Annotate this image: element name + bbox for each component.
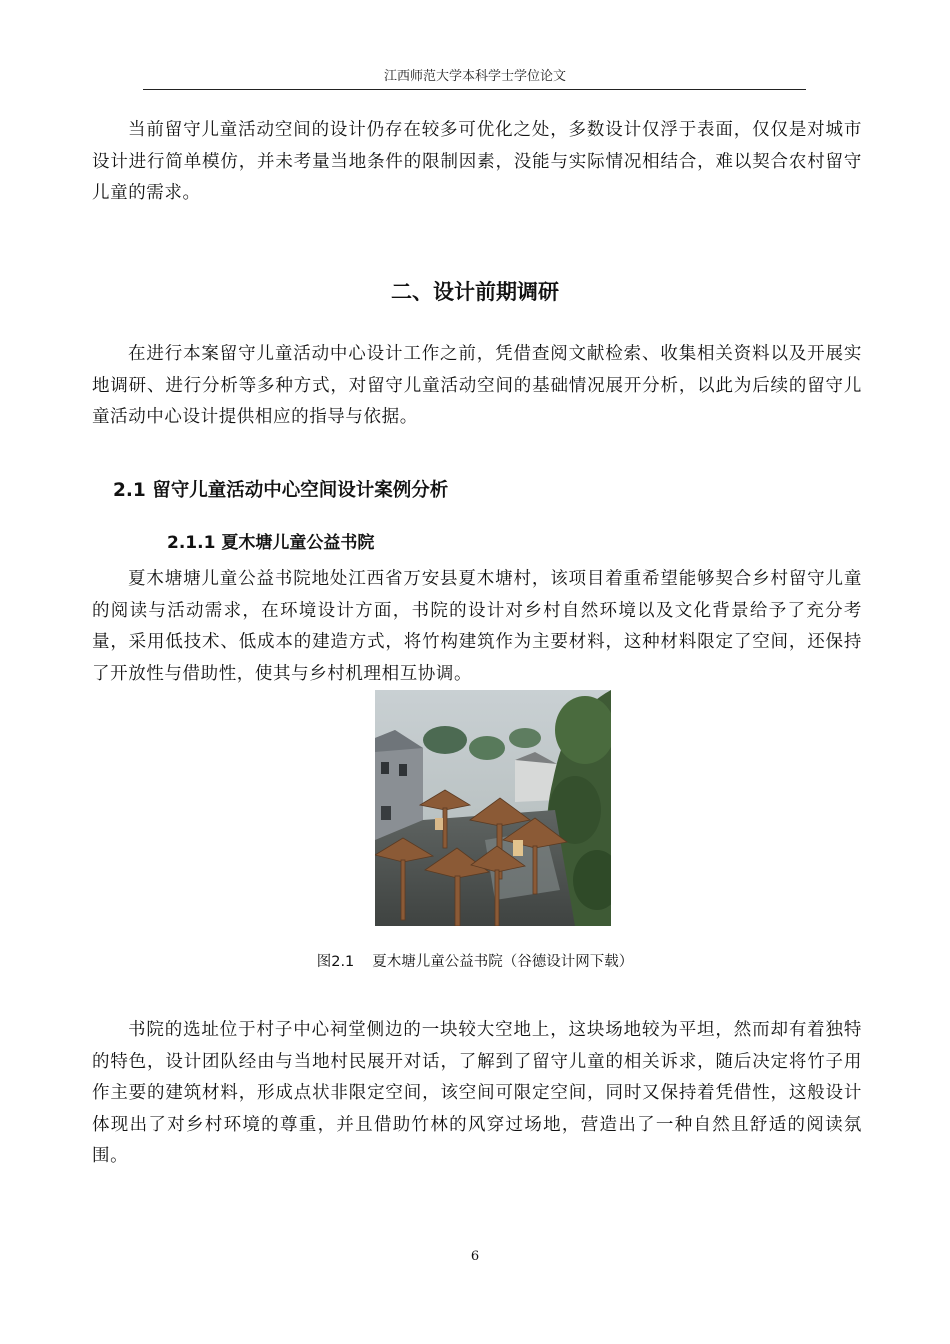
figure-number: 图2.1: [316, 954, 355, 970]
subsection-title: 2.1.1 夏木塘儿童公益书院: [167, 533, 375, 553]
figure-photo: [375, 690, 611, 926]
section-title: 2.1 留守儿童活动中心空间设计案例分析: [113, 480, 449, 501]
figure-caption-text: 夏木塘儿童公益书院（谷德设计网下载）: [372, 954, 634, 970]
subsection-paragraph-1: 夏木塘塘儿童公益书院地处江西省万安县夏木塘村，该项目着重希望能够契合乡村留守儿童的阅读与活动需求，在环境设计方面，书院的设计对乡村自然环境以及文化背景给予了充分考量，采用低技术、低成本的建造方式，将竹构建筑作为主要材料，这种材料限定了空间，还保持了开放性与借助性，使其与乡村机理相互协调。: [92, 569, 862, 684]
figure-caption: [0, 950, 950, 971]
chapter-title: 二、设计前期调研: [391, 280, 559, 304]
running-header: 江西师范大学本科学士学位论文: [383, 69, 566, 84]
header-rule: [143, 89, 806, 90]
intro-paragraph: 当前留守儿童活动空间的设计仍存在较多可优化之处，多数设计仅浮于表面，仅仅是对城市设计进行简单模仿，并未考量当地条件的限制因素，没能与实际情况相结合，难以契合农村留守儿童的需求。: [92, 120, 862, 203]
page-number: 6: [470, 1249, 480, 1264]
subsection-paragraph-2: 书院的选址位于村子中心祠堂侧边的一块较大空地上，这块场地较为平坦，然而却有着独特的特色，设计团队经由与当地村民展开对话，了解到了留守儿童的相关诉求，随后决定将竹子用作主要的建筑材料，形成点状非限定空间，该空间可限定空间，同时又保持着凭借性，这般设计体现出了对乡村环境的尊重，并且借助竹林的风穿过场地，营造出了一种自然且舒适的阅读氛围。: [92, 1020, 862, 1166]
chapter-paragraph: 在进行本案留守儿童活动中心设计工作之前，凭借查阅文献检索、收集相关资料以及开展实地调研、进行分析等多种方式，对留守儿童活动空间的基础情况展开分析，以此为后续的留守儿童活动中心设计提供相应的指导与依据。: [92, 344, 862, 427]
